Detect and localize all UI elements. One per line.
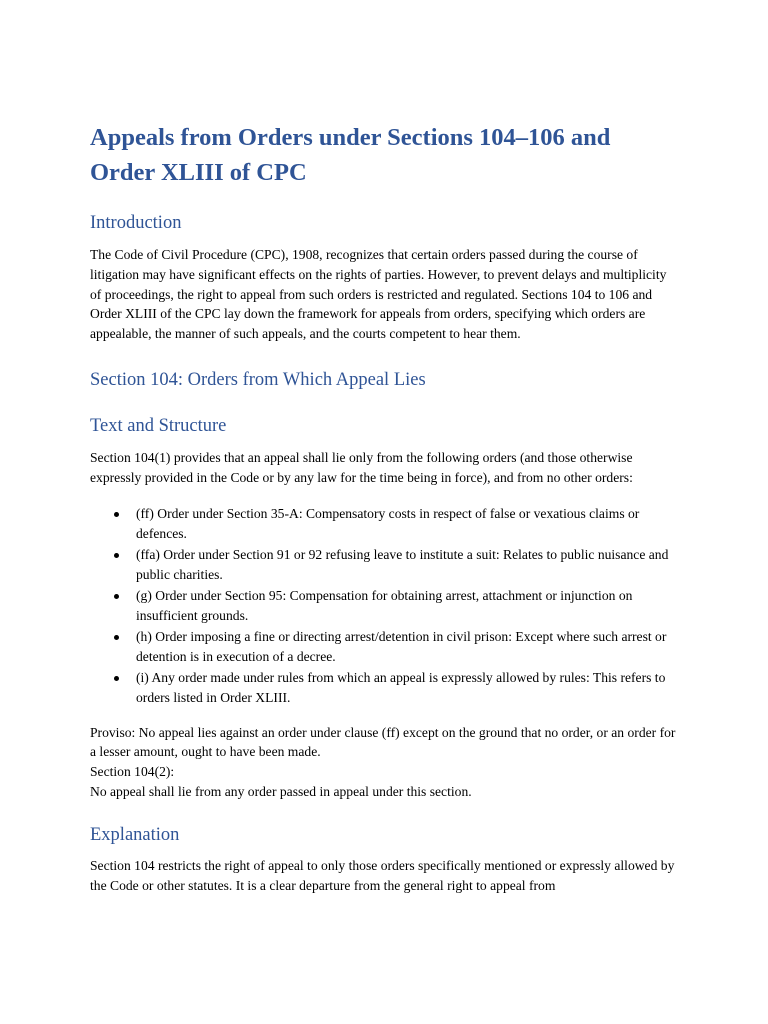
document-page <box>90 120 680 895</box>
subsection-label: Section 104(2): <box>90 764 175 780</box>
proviso-paragraph: Proviso: No appeal lies against an order under clause (ff) except on the ground that no order, or an order for a lesser amount, ought to have been made. <box>90 724 676 760</box>
section-104-intro-paragraph: Section 104(1) provides that an appeal shall lie only from the following orders (and those otherwise expressly provided in the Code or by any law for the time being in force), and from no other orders: <box>90 449 633 485</box>
explanation-heading: Explanation <box>90 824 180 845</box>
bullet-icon <box>114 512 119 517</box>
explanation-paragraph: Section 104 restricts the right of appeal to only those orders specifically mentioned or expressly allowed by the Code or other statutes. It is a clear departure from the general right to appeal from <box>90 857 675 893</box>
bullet-icon <box>114 676 119 681</box>
list-item-text: (ffa) Order under Section 91 or 92 refusing leave to institute a suit: Relates to public nuisance and public charities. <box>136 546 669 583</box>
bullet-icon <box>114 594 119 599</box>
list-item-text: (h) Order imposing a fine or directing arrest/detention in civil prison: Except where such arrest or detention is in execution of a decree. <box>136 628 667 665</box>
text-structure-heading: Text and Structure <box>90 415 227 436</box>
introduction-heading: Introduction <box>90 213 182 233</box>
bullet-icon <box>114 635 119 640</box>
introduction-paragraph: The Code of Civil Procedure (CPC), 1908, recognizes that certain orders passed during the course of litigation may have significant effects on the rights of parties. However, to prevent delays and multiplicity of proceedings, the right to appeal from such orders is restricted and regulated. Sections 104 to 106 and Order XLIII of the CPC lay down the framework for appeals from orders, specifying which orders are appealable, the manner of such appeals, and the courts competent to hear them. <box>90 247 667 342</box>
appealable-orders-list <box>90 504 680 709</box>
list-item-text: (i) Any order made under rules from which an appeal is expressly allowed by rules: This refers to orders listed in Order XLIII. <box>136 669 666 706</box>
bullet-icon <box>114 553 119 558</box>
subsection-text: No appeal shall lie from any order passed in appeal under this section. <box>90 783 472 799</box>
list-item <box>136 668 680 709</box>
list-item <box>136 627 680 668</box>
list-item <box>136 504 680 545</box>
list-item <box>136 586 680 627</box>
list-item-text: (ff) Order under Section 35-A: Compensatory costs in respect of false or vexatious claims or defences. <box>136 505 640 542</box>
list-item <box>136 545 680 586</box>
section-104-heading: Section 104: Orders from Which Appeal Lies <box>90 369 426 390</box>
document-title: Appeals from Orders under Sections 104–106 and Order XLIII of CPC <box>90 124 611 186</box>
list-item-text: (g) Order under Section 95: Compensation for obtaining arrest, attachment or injunction on insufficient grounds. <box>136 587 633 624</box>
